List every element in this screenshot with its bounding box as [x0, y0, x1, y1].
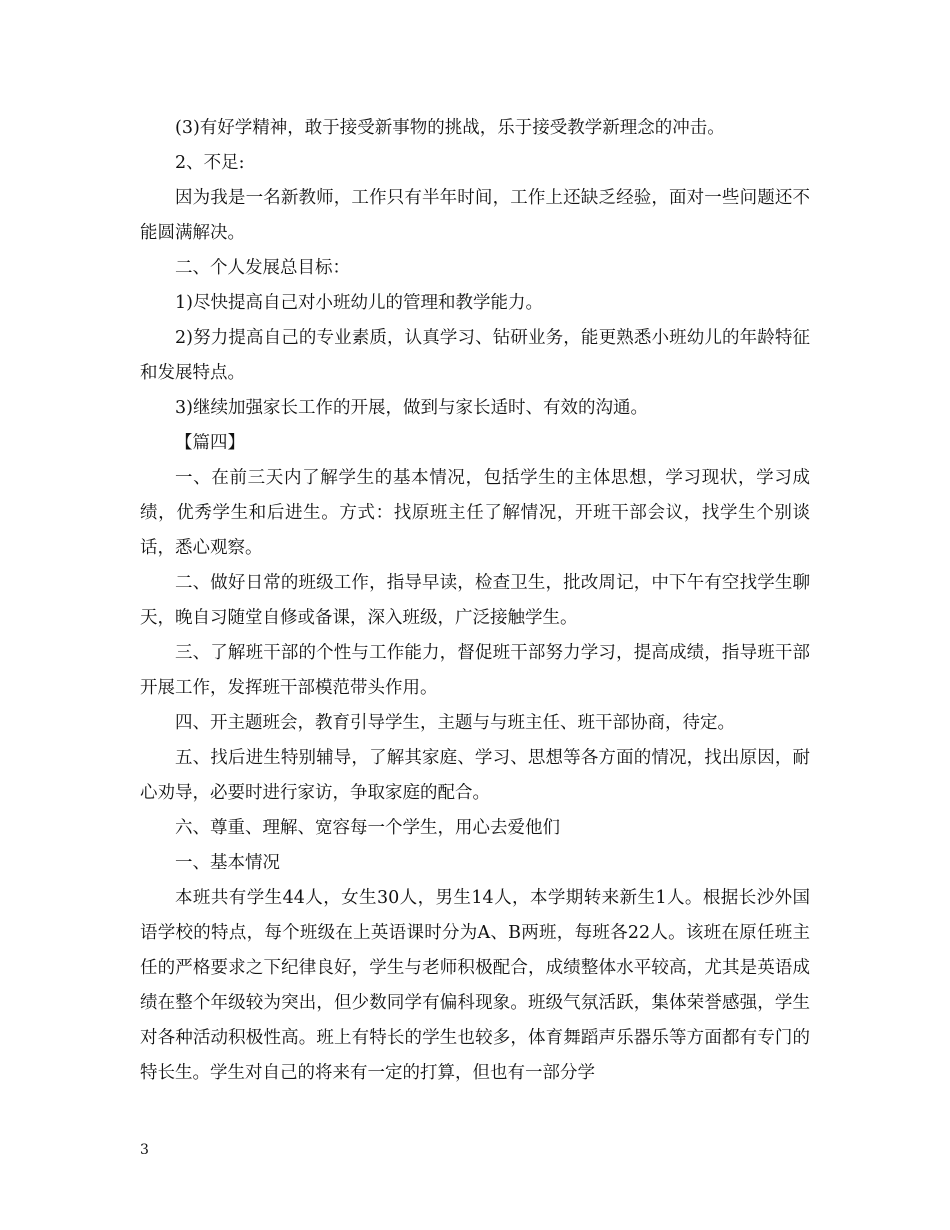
paragraph: 因为我是一名新教师，工作只有半年时间，工作上还缺乏经验，面对一些问题还不能圆满解决。 [140, 188, 810, 243]
paragraph: 三、了解班干部的个性与工作能力，督促班干部努力学习，提高成绩，指导班干部开展工作，发挥班干部模范带头作用。 [140, 643, 810, 698]
paragraph: (3)有好学精神，敢于接受新事物的挑战，乐于接受教学新理念的冲击。 [175, 118, 725, 138]
paragraph: 2)努力提高自己的专业素质，认真学习、钻研业务，能更熟悉小班幼儿的年龄特征和发展特点。 [140, 328, 810, 383]
document-body [140, 111, 810, 1091]
paragraph: 二、个人发展总目标： [175, 258, 350, 278]
paragraph: 2、不足: [175, 153, 245, 173]
paragraph: 四、开主题班会，教育引导学生，主题与与班主任、班干部协商，待定。 [175, 713, 735, 733]
paragraph: 本班共有学生44人，女生30人，男生14人，本学期转来新生1人。根据长沙外国语学校的特点，每个班级在上英语课时分为A、B两班，每班各22人。该班在原任班主任的严格要求之下纪律良好，学生与老师积极配合，成绩整体水平较高，尤其是英语成绩在整个年级较为突出，但少数同学有偏科现象。班级气氛活跃，集体荣誉感强，学生对各种活动积极性高。班上有特长的学生也较多，体育舞蹈声乐器乐等方面都有专门的特长生。学生对自己的将来有一定的打算，但也有一部分学 [140, 888, 810, 1083]
paragraph: 1)尽快提高自己对小班幼儿的管理和教学能力。 [175, 293, 543, 313]
section-heading: 【篇四】 [175, 433, 245, 453]
paragraph: 3)继续加强家长工作的开展，做到与家长适时、有效的沟通。 [175, 398, 648, 418]
page-number: 3 [140, 1142, 149, 1158]
paragraph: 二、做好日常的班级工作，指导早读，检查卫生，批改周记，中下午有空找学生聊天，晚自习随堂自修或备课，深入班级，广泛接触学生。 [140, 573, 810, 628]
paragraph: 一、在前三天内了解学生的基本情况，包括学生的主体思想，学习现状，学习成绩，优秀学生和后进生。方式：找原班主任了解情况，开班干部会议，找学生个别谈话，悉心观察。 [140, 468, 810, 558]
paragraph: 六、尊重、理解、宽容每一个学生，用心去爱他们 [175, 818, 560, 838]
paragraph: 一、基本情况 [175, 853, 280, 873]
paragraph: 五、找后进生特别辅导，了解其家庭、学习、思想等各方面的情况，找出原因，耐心劝导，必要时进行家访，争取家庭的配合。 [140, 748, 810, 803]
